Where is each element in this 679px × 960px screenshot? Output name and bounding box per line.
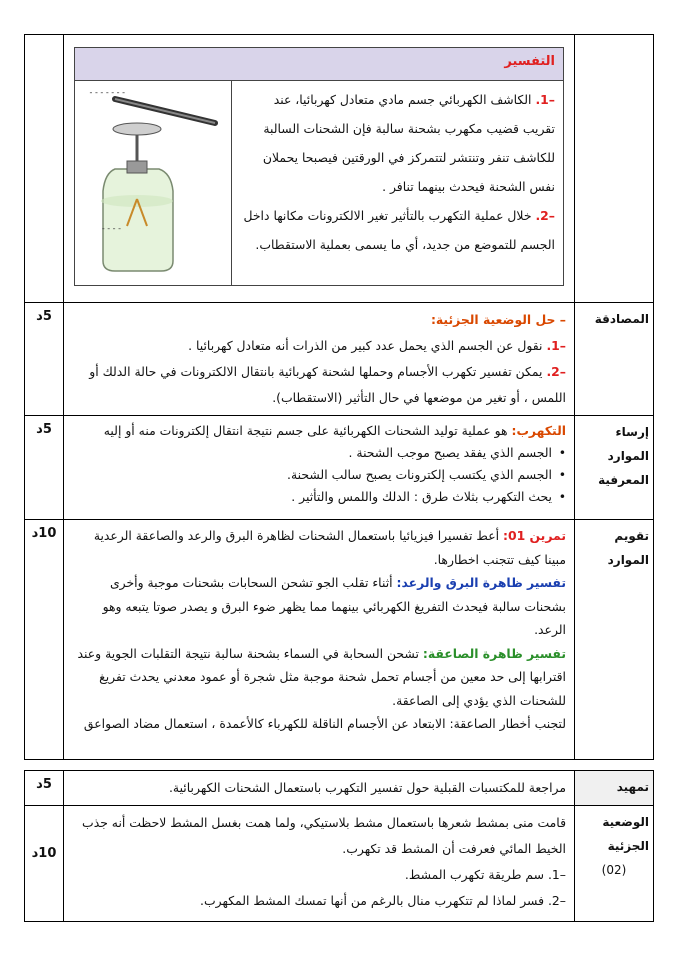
wadiya-content <box>64 806 575 922</box>
lesson-table <box>24 34 654 760</box>
musadaqa-label-cell <box>575 303 654 416</box>
wadiya-text: قامت منى بمشط شعرها باستعمال مشط بلاستيكي، ولما همت بغسل المشط لاحظت أنه جذب الخيط المائي فعرفت أن المشط قد تكهرب. <box>82 815 566 856</box>
irsa-content <box>64 416 575 520</box>
tafsir-header <box>75 48 564 81</box>
irsa-label: إرساء الموارد المعرفية <box>598 425 649 487</box>
tafsir-p2-num: –2. <box>535 208 555 223</box>
empty-label-cell <box>575 35 654 303</box>
taqwim-text-3: لتجنب أخطار الصاعقة: الابتعاد عن الأجسام الناقلة للكهرباء كالأعمدة ، استعمال مضاد الصواعق <box>83 716 566 731</box>
tafsir-title: التفسير <box>504 54 555 69</box>
wadiya-q2: –2. فسر لماذا لم تتكهرب منال بالرغم من أنها تمسك المشط المكهرب. <box>200 893 566 908</box>
irsa-time: 5د <box>25 416 64 520</box>
wadiya-number: (02) <box>601 863 627 877</box>
tamhid-label-cell <box>575 771 654 806</box>
taqwim-time: 10د <box>25 520 64 760</box>
tamhid-label: تمهيد <box>616 780 649 794</box>
musadaqa-i1-num: –1. <box>546 338 566 353</box>
taqwim-exercise-title: تمرين 01: <box>502 528 566 543</box>
irsa-bullet-3: • يحث التكهرب بثلاث طرق : الدلك واللمس والتأثير . <box>72 486 566 508</box>
wadiya-q1: –1. سم طريقة تكهرب المشط. <box>404 867 566 882</box>
irsa-def: هو عملية توليد الشحنات الكهربائية على جسم نتيجة انتقال إلكترونات منه أو إليه <box>103 423 508 438</box>
musadaqa-content <box>64 303 575 416</box>
tamhid-text: مراجعة للمكتسبات القبلية حول تفسير التكهرب باستعمال الشحنات الكهربائية. <box>64 771 575 806</box>
taqwim-exercise-text: أعط تفسيرا فيزيائيا باستعمال الشحنات لظاهرة البرق والرعد والصاعقة الرعدية مبينا كيف تتجنب اخطارها. <box>93 528 566 567</box>
irsa-bullet-2: • الجسم الذي يكتسب إلكترونات يصبح سالب الشحنة. <box>72 464 566 486</box>
taqwim-content <box>64 520 575 760</box>
wadiya-label: الوضعية الجزئية <box>602 815 649 853</box>
tafsir-cell <box>64 35 575 303</box>
taqwim-heading-1: تفسير ظاهرة البرق والرعد: <box>396 575 566 590</box>
irsa-term: التكهرب: <box>511 423 566 438</box>
tafsir-p2: خلال عملية التكهرب بالتأثير تغير الالكترونات مكانها داخل الجسم للتموضع من جديد، أي ما يسمى بعملية الاستقطاب. <box>243 208 555 252</box>
wadiya-time: 10د <box>25 806 64 922</box>
musadaqa-title: – حل الوضعية الجزئية: <box>430 312 566 327</box>
empty-time-cell <box>25 35 64 303</box>
electroscope-image <box>75 81 231 281</box>
irsa-bullet-1: • الجسم الذي يفقد يصبح موجب الشحنة . <box>72 442 566 464</box>
musadaqa-i2: يمكن تفسير تكهرب الأجسام وحملها لشحنة كهربائية بانتقال الالكترونات في حالة الدلك أو اللمس ، أو تغير من موضعها في حال التأثير (الاستقطاب). <box>89 364 566 405</box>
taqwim-text-2: تشحن السحابة في السماء بشحنة سالبة نتيجة التقلبات الجوية وعند اقترابها إلى حد معين من أجسام تحمل شحنة موجبة مثل شجرة أو عمود معدني يحدث تفريغ للشحنات الذي يؤدي إلى الصاعقة. <box>77 645 566 708</box>
musadaqa-label: المصادقة <box>594 312 649 326</box>
electroscope-illustration <box>75 81 232 286</box>
musadaqa-time: 5د <box>25 303 64 416</box>
taqwim-text-1: أثناء تقلب الجو تشحن السحابات بشحنات موجبة وأخرى بشحنات سالبة فيحدث التفريغ الكهربائي بينهما مما يظهر ضوء البرق و يصدر صوتا يتبعه وهو الرعد. <box>102 575 566 637</box>
svg-text:- - - -: - - - - <box>101 224 121 233</box>
tafsir-p1-num: –1. <box>535 92 555 107</box>
wadiya-label-cell <box>575 806 654 922</box>
tafsir-box <box>74 47 564 286</box>
musadaqa-i2-num: –2. <box>546 364 566 379</box>
tafsir-text <box>232 81 564 286</box>
taqwim-label-cell <box>575 520 654 760</box>
tamhid-time: 5د <box>25 771 64 806</box>
taqwim-heading-2: تفسير ظاهرة الصاعقة: <box>422 645 566 661</box>
taqwim-label: تقويم الموارد <box>607 529 649 567</box>
svg-text:- - - - - - -: - - - - - - - <box>89 88 125 97</box>
lesson-table-2 <box>24 770 654 922</box>
irsa-label-cell <box>575 416 654 520</box>
tafsir-p1: الكاشف الكهربائي جسم مادي متعادل كهربائيا، عند تقريب قضيب مكهرب بشحنة سالبة فإن الشحنات السالبة للكاشف تنفر وتنتشر لتتمركز في الورقتين فيصبحا يحملان نفس الشحنة فيحدث بينهما تنافر . <box>262 92 555 194</box>
musadaqa-i1: نقول عن الجسم الذي يحمل عدد كبير من الذرات أنه متعادل كهربائيا . <box>188 338 543 353</box>
